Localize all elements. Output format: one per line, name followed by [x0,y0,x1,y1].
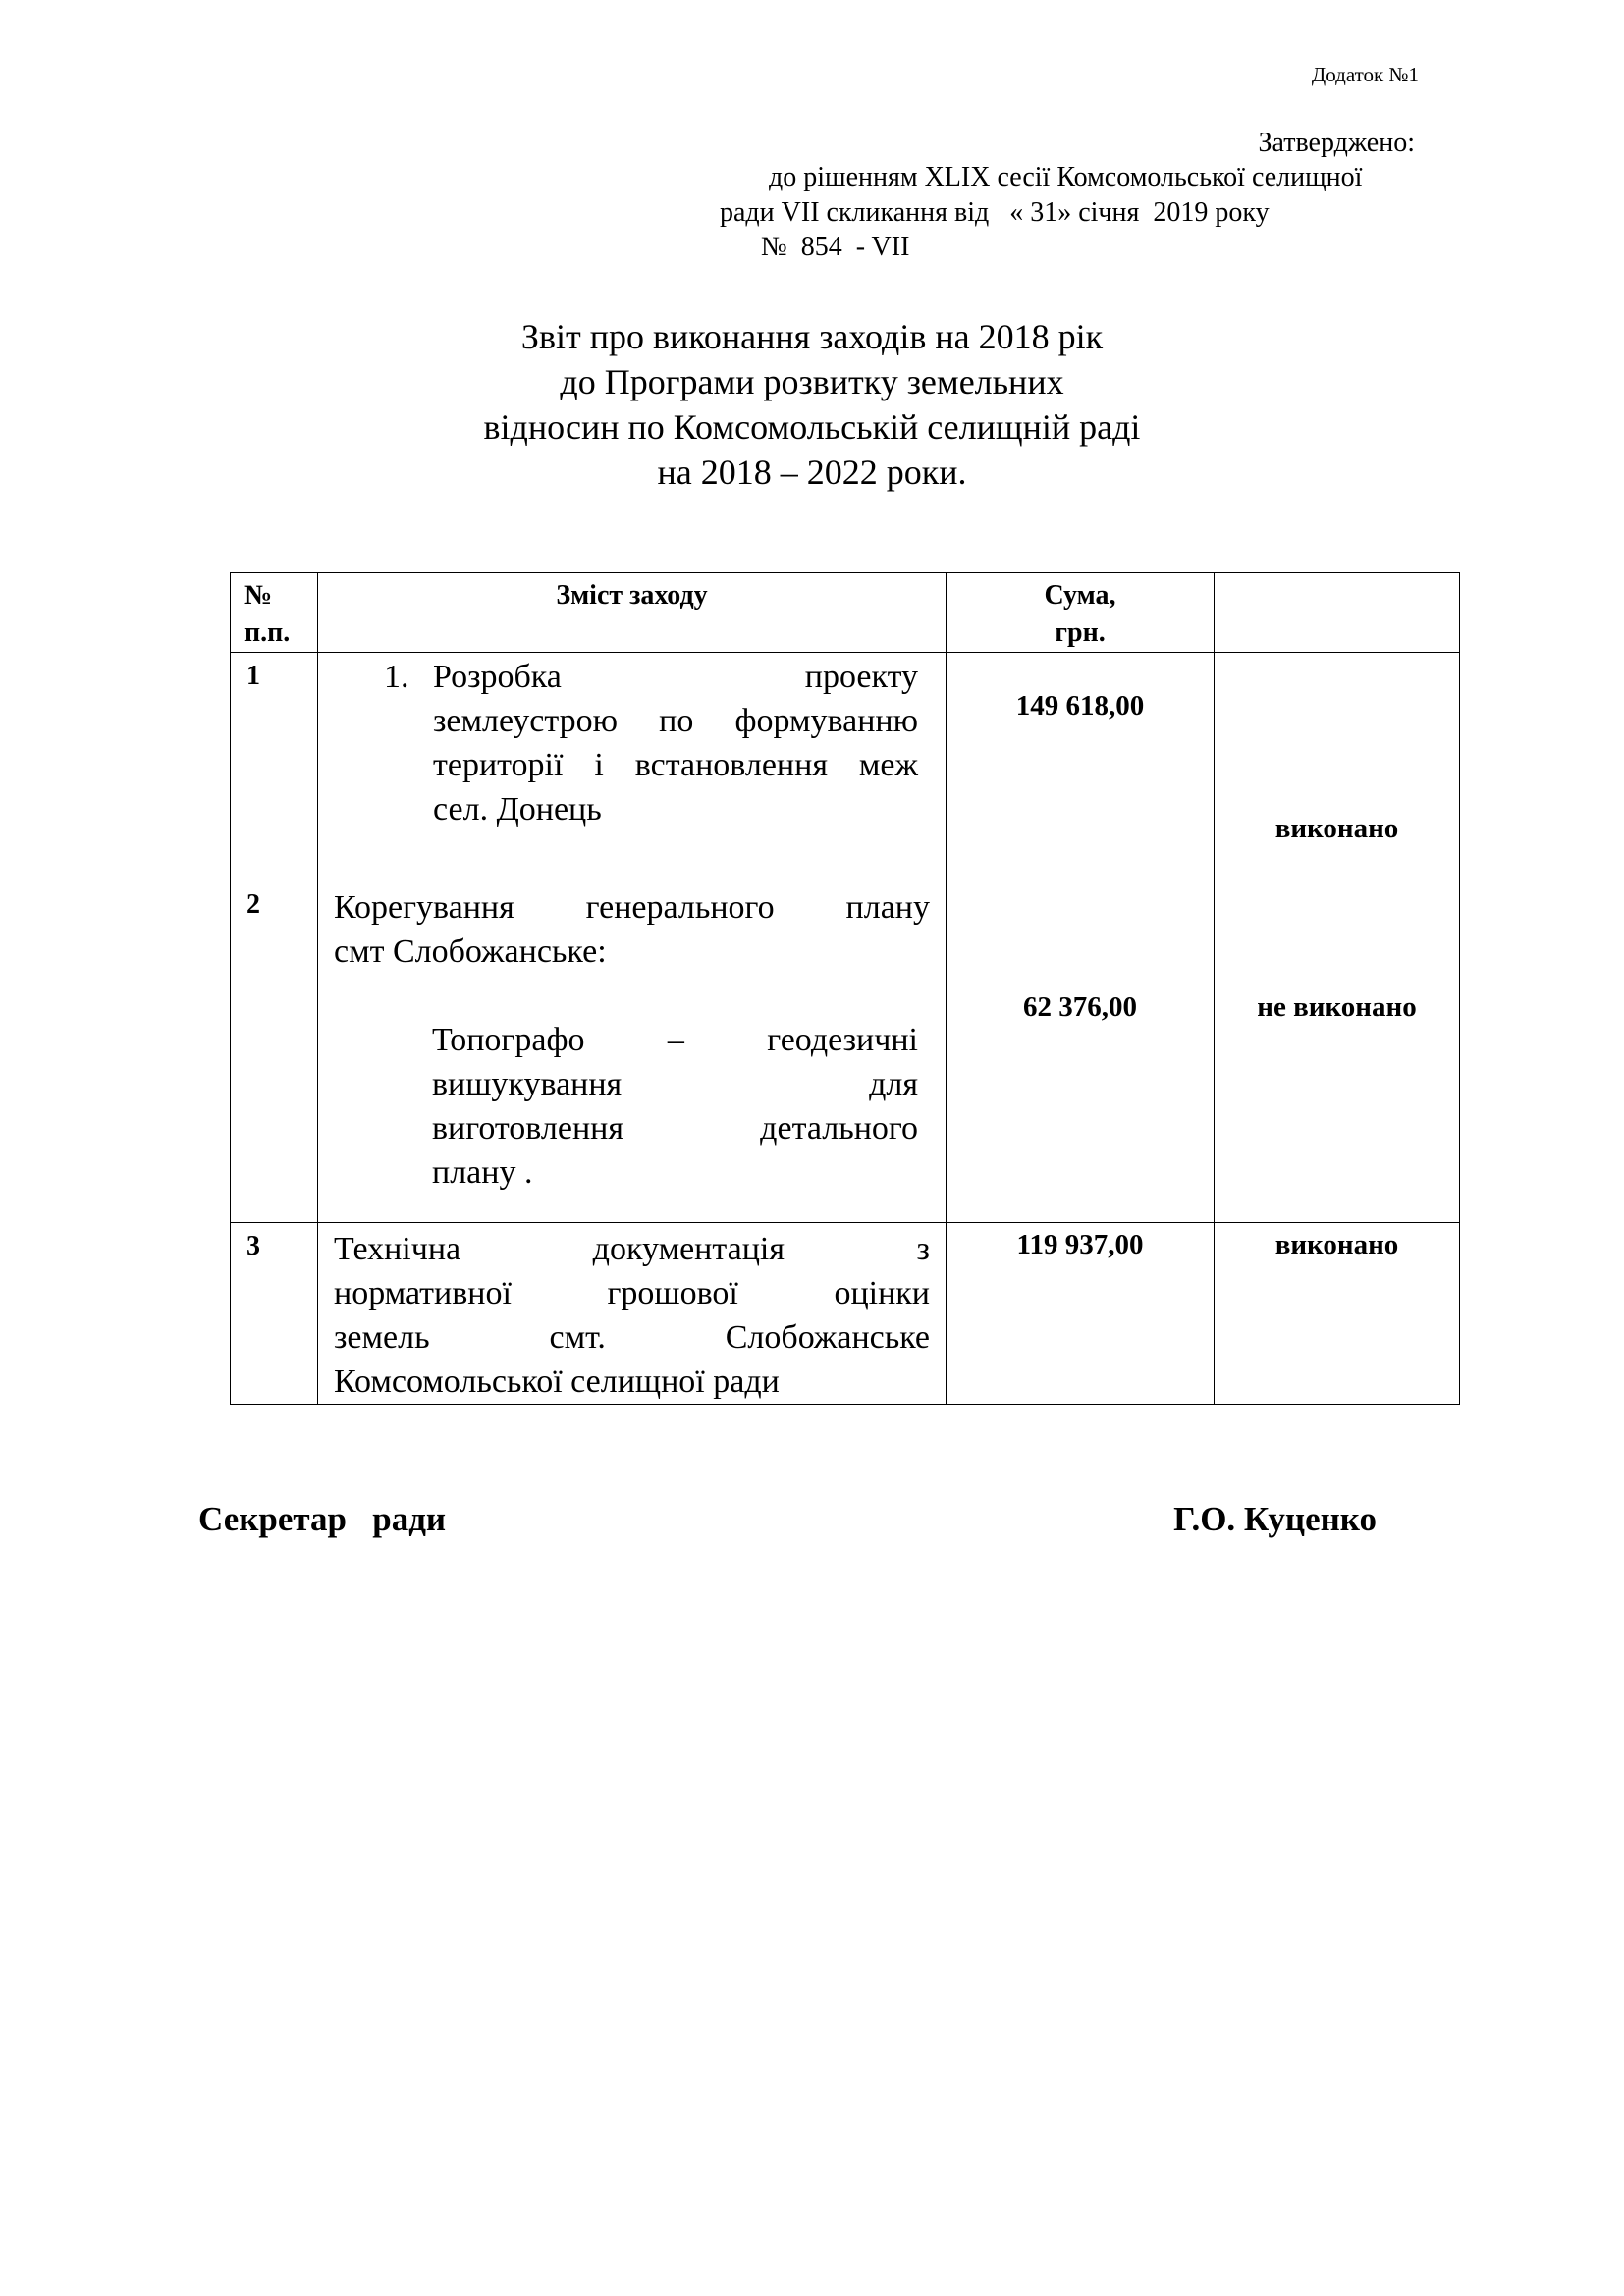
header-content [318,573,947,653]
table-row [231,1223,1460,1405]
content-line: нормативної грошової оцінки [334,1275,930,1311]
content-line: сел. Донець [433,791,602,828]
approval-decision-line: до рішенням XLIX сесії Комсомольської селищної [769,162,1363,192]
content-line: Корегування генерального плану [334,889,930,926]
row-sum: 62 376,00 [947,881,1215,1223]
content-line: Розробка проекту [433,659,918,695]
row-status: виконано [1215,1223,1460,1405]
table-row [231,653,1460,881]
report-table [230,572,1460,1405]
sub-item [432,1018,918,1195]
approval-council-line: ради VII скликання від « 31» січня 2019 року [720,197,1270,228]
header-status [1215,573,1460,653]
row-content [318,881,947,1223]
approval-number-line: № 854 - VII [761,232,910,262]
header-num-line-2: п.п. [244,617,291,648]
content-line: виготовлення детального [432,1110,918,1147]
header-num-line-1: № [244,580,273,611]
row-number: 2 [231,881,318,1223]
header-sum-line-1: Сума, [1044,580,1116,611]
content-line: Комсомольської селищної ради [334,1363,780,1400]
row-sum: 149 618,00 [947,653,1215,881]
content-line: Топографо – геодезичні [432,1022,918,1058]
row-content [318,1223,947,1405]
content-line: плану . [432,1154,533,1191]
signature-position: Секретар ради [198,1500,447,1538]
content-line: вишукування для [432,1066,918,1102]
content-line: земель смт. Слобожанське [334,1319,930,1356]
numbered-list-item [318,655,947,831]
title-line-1: Звіт про виконання заходів на 2018 рік [520,317,1104,356]
row-number: 3 [231,1223,318,1405]
header-content-label: Зміст заходу [556,580,708,611]
header-sum-line-2: грн. [1055,617,1106,648]
row-sum: 119 937,00 [947,1223,1215,1405]
title-line-2: до Програми розвитку земельних [560,362,1064,401]
header-num [231,573,318,653]
report-title [0,314,1624,495]
content-line: території і встановлення меж [433,747,918,783]
row-status: виконано [1215,653,1460,881]
appendix-label: Додаток №1 [1311,63,1419,86]
row-status: не виконано [1215,881,1460,1223]
table-row [231,881,1460,1223]
header-sum [947,573,1215,653]
content-line: землеустрою по формуванню [433,703,918,739]
row-content [318,653,947,881]
signature-name: Г.О. Куценко [1173,1500,1377,1538]
content-line: смт Слобожанське: [334,934,607,970]
title-line-3: відносин по Комсомольській селищній раді [483,407,1141,447]
list-marker: 1. [384,659,409,695]
row-number: 1 [231,653,318,881]
title-line-4: на 2018 – 2022 роки. [657,453,967,492]
table-header-row [231,573,1460,653]
approval-heading: Затверджено: [1258,128,1415,158]
content-line: Технічна документація з [334,1231,930,1267]
